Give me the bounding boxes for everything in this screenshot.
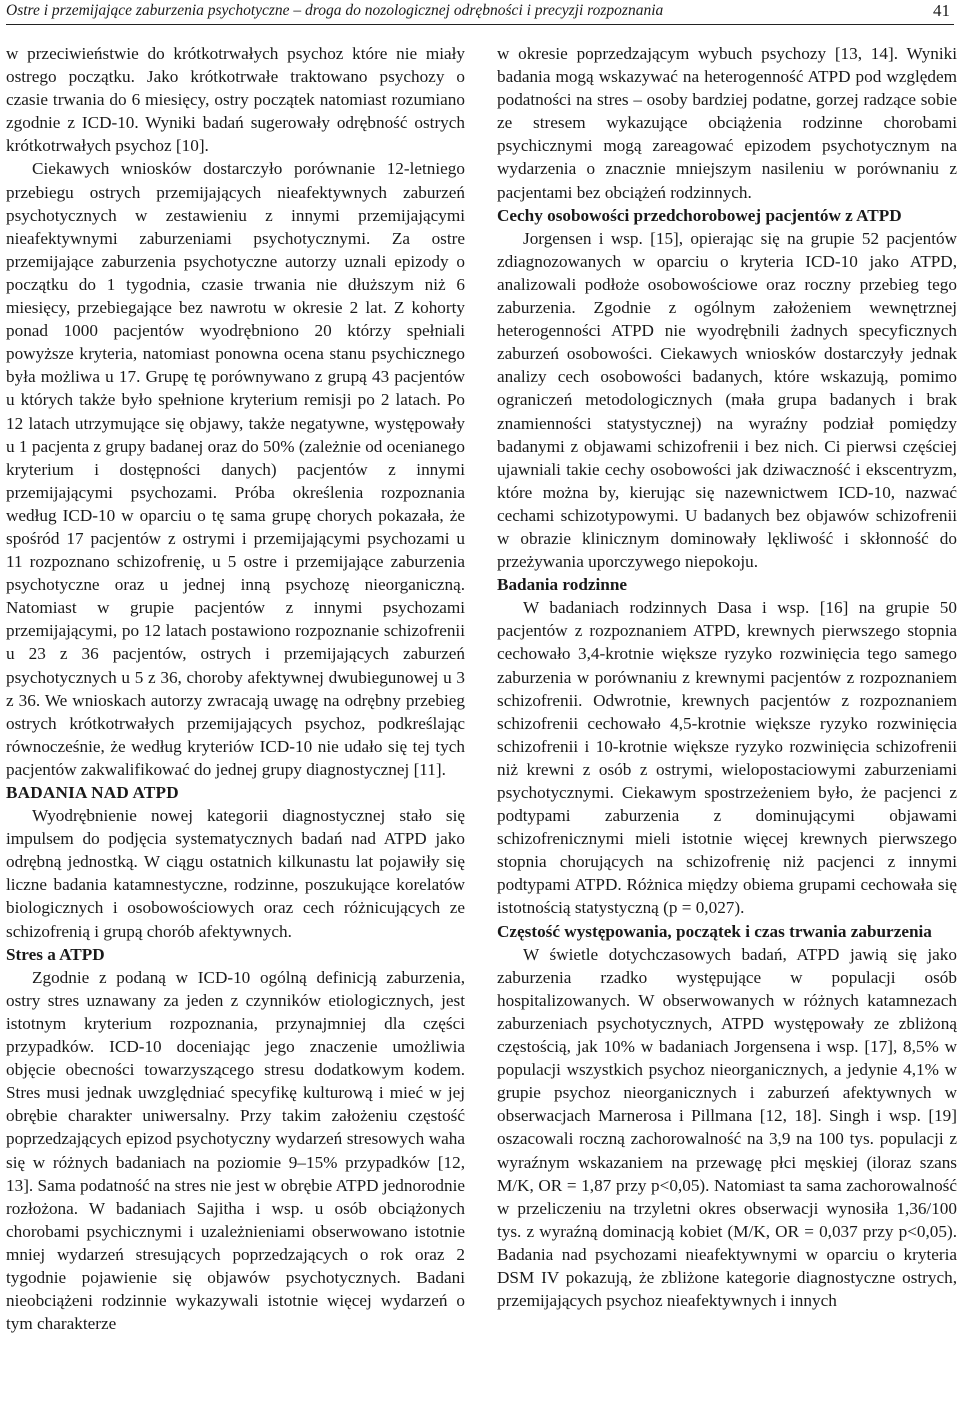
right-paragraph-3: W badaniach rodzinnych Dasa i wsp. [16] na grupie 50 pacjentów z rozpoznaniem ATPD, krewnych pierwszego stopnia cechowało 3,4-krotnie większe ryzyko rozwinięcia tego samego zaburzenia w porównaniu z krewnymi pacjentów z rozpoznaniem schizofrenii. Odwrotnie, krewnych pacjentów z rozpoznaniem schizofrenii cechowało 4,5-krotnie większe ryzyko rozwinięcia schizofrenii i 10-krotnie większe ryzyko rozwinięcia schizofrenii niż krewni z osób z ostrymi, wielopostaciowymi zaburzeniami psychotycznymi. Ciekawym spostrzeżeniem było, że pacjenci z podtypami zaburzenia z dominującymi objawami schizofrenicznymi mieli istotnie więcej krewnych pierwszego stopnia chorujących na schizofrenię niż pacjenci z innymi podtypami ATPD. Różnica między obiema grupami cechowała się istotnością statystyczną (p = 0,027). <box>497 598 957 918</box>
running-header <box>6 0 954 22</box>
left-paragraph-3: Wyodrębnienie nowej kategorii diagnostycznej stało się impulsem do podjęcia systematycznych badań nad ATPD jako odrębną jednostką. W ciągu ostatnich kilkunastu lat pojawiły się liczne badania katamnestyczne, rodzinne, poszukujące korelatów biologicznych i osobowościowych oraz cech różnicujących ze schizofrenią i grupą chorób afektywnych. <box>6 806 465 941</box>
right-paragraph-4: W świetle dotychczasowych badań, ATPD jawią się jako zaburzenia rzadko występujące w populacji osób hospitalizowanych. W obserwowanych w różnych katamnezach zaburzeniach psychotycznych, ATPD występowały ze zbliżoną częstością, jak 10% w badaniach Jorgensena i wsp. [17], 8,5% w populacji wszystkich psychoz nieorganicznych, a jedynie 4,1% w grupie psychoz nieorganicznych i zaburzeń afektywnych w obserwacjach Marnerosa i Pillmana [12, 18]. Singh i wsp. [19] oszacowali roczną zachorowalność na 3,9 na 100 tys. populacji z wyraźnym wskazaniem na przewagę płci męskiej (iloraz szans M/K, OR = 1,87 przy p<0,05). Natomiast ta sama zachorowalność w przeliczeniu na trzyletni okres obserwacji wynosiła 1,36/100 tys. z wyraźną dominacją kobiet (M/K, OR = 0,037 przy p<0,05). Badania nad psychozami nieafektywnymi w oparciu o kryteria DSM IV pokazują, że zbliżone kategorie diagnostyczne ostrych, przemijających psychoz nieafektywnych i innych <box>497 944 957 1311</box>
right-paragraph-2: Jorgensen i wsp. [15], opierając się na grupie 52 pacjentów zdiagnozowanych w oparciu o kryteria ICD-10 jako ATPD, analizowali podłoże osobowościowe oraz roczny przebieg tego zaburzenia. Zgodnie z ogólnym założeniem wewnętrznej heterogenności ATPD nie wyodrębnili żadnych specyficznych zaburzeń osobowości. Ciekawych wniosków dostarczyły jednak analizy cech osobowości badanych, które wskazują, pomimo ograniczeń metodologicznych (mała grupa badanych i brak znamienności statystycznej) na wyraźny podział pomiędzy badanymi z objawami schizofrenii i bez nich. Ci pierwsi częściej ujawniali takie cechy osobowości jak dziwaczność i ekscentryzm, które można by, kierując się nazewnictwem ICD-10, nazwać cechami schizotypowymi. U badanych bez objawów schizofrenii w obrazie klinicznym dominowały lękliwość i skłonność do przeżywania uporczywego niepokoju. <box>497 228 957 572</box>
subheading-stress: Stres a ATPD <box>6 944 105 964</box>
left-paragraph-4: Zgodnie z podaną w ICD-10 ogólną definicją zaburzenia, ostry stres uznawany za jeden z czynników etiologicznych, jest istotnym kryterium rozpoznania, przynajmniej dla części przypadków. ICD-10 doceniając jego znaczenie umożliwia objęcie obecności towarzyszącego stresu dodatkowym kodem. Stres musi jednak uwzględniać specyfikę kulturową i mieć w jej obrębie charakter uniwersalny. Przy takim założeniu częstość poprzedzających epizod psychotyczny wydarzeń stresowych waha się w różnych badaniach na poziomie 9–15% przypadków [12, 13]. Sama podatność na stres nie jest w obrębie ATPD jednorodnie rozłożona. W badaniach Sajitha i wsp. u osób obciążonych chorobami psychicznymi i uzależnieniami obserwowano istotnie mniej wydarzeń stresujących poprzedzających o rok oraz 2 tygodnie pojawienie się objawów psychotycznych. Badani nieobciążeni rodzinnie wykazywali istotnie więcej wydarzeń o tym charakterze <box>6 967 465 1334</box>
header-rule <box>6 24 954 25</box>
subheading-personality: Cechy osobowości przedchorobowej pacjentów z ATPD <box>497 205 902 225</box>
left-column <box>6 42 465 1423</box>
right-paragraph-1: w okresie poprzedzającym wybuch psychozy [13, 14]. Wyniki badania mogą wskazywać na heterogenność ATPD pod względem podatności na stres – osoby bardziej podatne, gorzej radzące sobie ze stresem wykazujące obciążenia rodzinne chorobami psychicznymi mogą zareagować epizodem psychotycznym na wydarzenia o znacznie mniejszym nasileniu w porównaniu z pacjentami bez obciążeń rodzinnych. <box>497 44 957 202</box>
section-heading-atpd-research: BADANIA NAD ATPD <box>6 783 179 802</box>
page-number: 41 <box>933 1 950 20</box>
subheading-frequency: Częstość występowania, początek i czas trwania zaburzenia <box>497 921 932 941</box>
left-paragraph-1: w przeciwieństwie do krótkotrwałych psychoz które nie miały ostrego początku. Jako krótkotrwałe traktowano psychozy o czasie trwania do 6 miesięcy, ostry początek natomiast rozumiano zgodnie z ICD-10. Wyniki badań sugerowały odrębność ostrych krótkotrwałych psychoz [10]. <box>6 44 465 156</box>
left-paragraph-2: Ciekawych wniosków dostarczyło porównanie 12-letniego przebiegu ostrych przemijających nieafektywnych zaburzeń psychotycznych w zestawieniu z innymi przemijającymi nieafektywnymi zaburzeniami psychotycznymi. Za ostre przemijające zaburzenia psychotyczne autorzy uznali epizody o początku do 1 tygodnia, czasie trwania nie dłuższym niż 6 miesięcy, przebiegające bez nawrotu w okresie 2 lat. Z kohorty ponad 1000 pacjentów wyodrębniono 20 którzy spełniali powyższe kryteria, natomiast ponowna ocena stanu psychicznego była możliwa u 17. Grupę tę porównywano z grupą 43 pacjentów u których także było spełnione kryterium remisji po 2 latach. Po 12 latach utrzymujące się objawy, także negatywne, występowały u 1 pacjenta z grupy badanej oraz do 50% (zależnie od ocenianego kryterium i dostępności danych) pacjentów z innymi przemijającymi psychozami. Próba określenia rozpoznania według ICD-10 w oparciu o tę sama grupę chorych pokazała, że spośród 17 pacjentów z ostrymi i przemijającymi psychozami u 11 rozpoznano schizofrenię, u 5 ostre i przemijające zaburzenia psychotyczne oraz u jednej inną psychozę nieorganiczną. Natomiast w grupie pacjentów z innymi psychozami przemijającymi, po 12 latach postawiono rozpoznanie schizofrenii u 23 z 36 pacjentów, ostrych i przemijających zaburzeń psychotycznych u 5 z 36, choroby afektywnej dwubiegunowej u 3 z 36. We wnioskach autorzy zwracają uwagę na odrębny przebieg ostrych krótkotrwałych przemijających psychoz, podkreślając równocześnie, że według kryteriów ICD-10 nie udało się tej tych pacjentów zakwalifikować do jednej grupy diagnostycznej [11]. <box>6 159 465 779</box>
running-title: Ostre i przemijające zaburzenia psychotyczne – droga do nozologicznej odrębności i precyzji rozpoznania <box>6 2 664 19</box>
right-column <box>497 42 957 1423</box>
subheading-family-studies: Badania rodzinne <box>497 575 628 595</box>
